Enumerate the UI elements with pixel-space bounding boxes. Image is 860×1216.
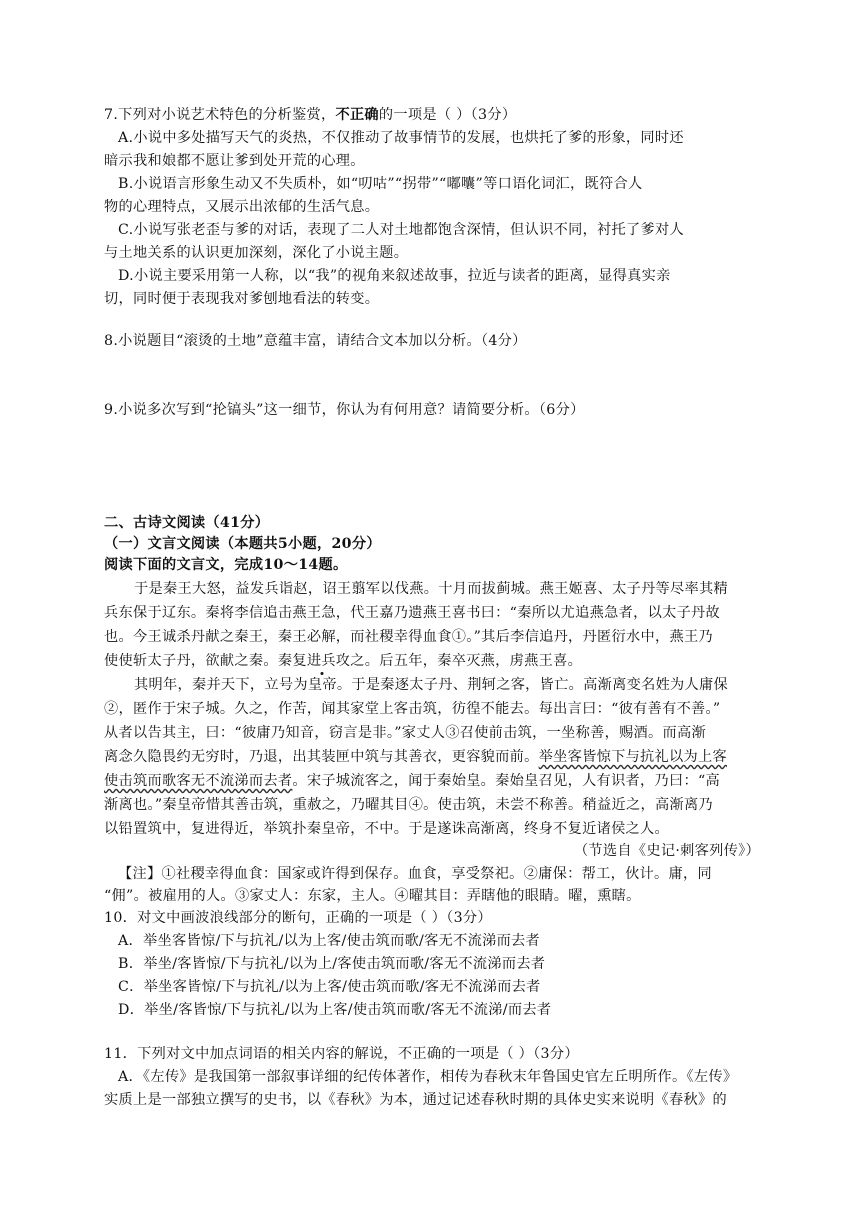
passage-p2-line4: [104, 746, 727, 768]
q10-option-c: C．举坐客皆惊/下与抗礼/以为上客/使击筑而歌/客无不流涕而去者: [118, 979, 541, 995]
passage-p2-line7: 以铅置筑中，复进得近，举筑扑秦皇帝，不中。于是遂诛高渐离，终身不复近诸侯之人。: [104, 821, 670, 837]
passage-p2-line2: ②，匿作于宋子城。久之，作苦，闻其家堂上客击筑，彷徨不能去。每出言曰：“彼有善有不善。”: [104, 701, 721, 717]
q7-option-b-line2: 物的心理特点，又展示出浓郁的生活气息。: [104, 199, 380, 215]
passage-p1-line3: 也。今王诚杀丹献之秦王，秦王必解，而社稷幸得血食①。”其后李信追丹，丹匿衍水中，燕王乃: [104, 629, 713, 645]
q7-option-c-line1: C.小说写张老歪与爹的对话，表现了二人对土地都饱含深情，但认识不同，衬托了爹对人: [118, 222, 684, 238]
passage-p1-line2: 兵东保于辽东。秦将李信追击燕王急，代王嘉乃遗燕王喜书曰：“秦所以尤追燕急者，以太子丹故: [104, 605, 721, 621]
passage-p2-line6: 渐离也。”秦皇帝惜其善击筑，重赦之，乃曜其目④。使击筑，未尝不称善。稍益近之，高渐离乃: [104, 797, 713, 813]
question-7-stem: [104, 104, 516, 126]
q7-option-a-line2: 暗示我和娘都不愿让爹到处开荒的心理。: [104, 153, 365, 169]
question-9: 9.小说多次写到“抡镐头”这一细节，你认为有何用意？请简要分析。（6分）: [104, 402, 585, 418]
q7-stem-post: 的一项是（ ）（3分）: [378, 107, 517, 123]
p2-line4-part-a: 离念久隐畏约无穷时，乃退，出其装匣中筑与其善衣，更容貌而前。: [104, 749, 539, 765]
q7-option-d-line1: D.小说主要采用第一人称，以“我”的视角来叙述故事，拉近与读者的距离，显得真实亲: [118, 268, 671, 284]
dotted-term-huangdi: 皇帝: [307, 677, 337, 693]
q7-option-b-line1: B.小说语言形象生动又不失质朴，如“叨咕”“拐带”“嘟囔”等口语化词汇，既符合人: [118, 176, 643, 192]
subsection-1-heading: （一）文言文阅读（本题共5小题，20分）: [104, 536, 381, 552]
q7-option-c-line2: 与土地关系的认识更加深刻，深化了小说主题。: [104, 245, 409, 261]
q7-stem-emphasis: 不正确: [335, 107, 379, 123]
q7-stem-pre: 7.下列对小说艺术特色的分析鉴赏，: [104, 107, 336, 123]
q10-option-a: A．举坐客皆惊/下与抗礼/以为上客/使击筑而歌/客无不流涕而去者: [118, 933, 541, 949]
passage-p2-line5: [104, 770, 720, 792]
wavy-underline-part1: 举坐客皆惊下与抗礼以为上客: [538, 749, 727, 765]
q11-option-a-line2: 实质上是一部独立撰写的史书，以《春秋》为本，通过记述春秋时期的具体史实来说明《春秋》的: [104, 1092, 727, 1108]
p2-line1-part-b: 。于是秦逐太子丹、荆轲之客，皆亡。高渐离变名姓为人庸保: [336, 677, 729, 693]
annotation-line1: 【注】①社稷幸得血食：国家或许得到保存。血食，享受祭祀。②庸保：帮工，伙计。庸，同: [118, 866, 712, 882]
question-11-stem: 11．下列对文中加点词语的相关内容的解说，不正确的一项是（ ）（3分）: [104, 1046, 579, 1062]
passage-p1-line1: 于是秦王大怒，益发兵诣赵，诏王翦军以伐燕。十月而拔蓟城。燕王姬喜、太子丹等尽率其精: [134, 581, 728, 597]
q7-option-a-line1: A.小说中多处描写天气的炎热，不仅推动了故事情节的发展，也烘托了爹的形象，同时还: [118, 130, 684, 146]
q10-option-d: D．举坐/客皆惊/下与抗礼/以为上客/使击筑而歌/客无不流涕/而去者: [118, 1002, 552, 1018]
annotation-line2: “佣”。被雇用的人。③家丈人：东家，主人。④曜其目：弄瞎他的眼睛。曜，熏瞎。: [104, 888, 641, 904]
question-10-stem: 10．对文中画波浪线部分的断句，正确的一项是（ ）（3分）: [104, 910, 492, 926]
passage-p2-line1: [134, 674, 728, 696]
passage-p2-line3: 从者以告其主，曰：“彼庸乃知音，窃言是非。”家丈人③召使前击筑，一坐称善，赐酒。而高渐: [104, 725, 706, 741]
p2-line5-part-b: 。宋子城流客之，闻于秦始皇。秦始皇召见，人有识者，乃曰：“高: [292, 773, 721, 789]
q10-option-b: B．举坐/客皆惊/下与抗礼/以为上/客使击筑而歌/客无不流涕而去者: [118, 956, 546, 972]
passage-p1-line4: 使使斩太子丹，欲献之秦。秦复进兵攻之。后五年，秦卒灭燕，虏燕王喜。: [104, 653, 583, 669]
passage-instruction: 阅读下面的文言文，完成10～14题。: [104, 557, 348, 573]
q7-option-d-line2: 切，同时便于表现我对爹刨地看法的转变。: [104, 291, 380, 307]
wavy-underline-part2: 使击筑而歌客无不流涕而去者: [104, 773, 293, 789]
p2-line1-part-a: 其明年，秦并天下，立号为: [134, 677, 308, 693]
question-8: 8.小说题目“滚烫的土地”意蕴丰富，请结合文本加以分析。（4分）: [104, 333, 527, 349]
section-2-heading: 二、古诗文阅读（41分）: [104, 515, 270, 531]
passage-source: （节选自《史记·刺客列传》）: [573, 843, 760, 859]
q11-option-a-line1: A．《左传》是我国第一部叙事详细的纪传体著作，相传为春秋末年鲁国史官左丘明所作。《左传》: [118, 1069, 738, 1085]
